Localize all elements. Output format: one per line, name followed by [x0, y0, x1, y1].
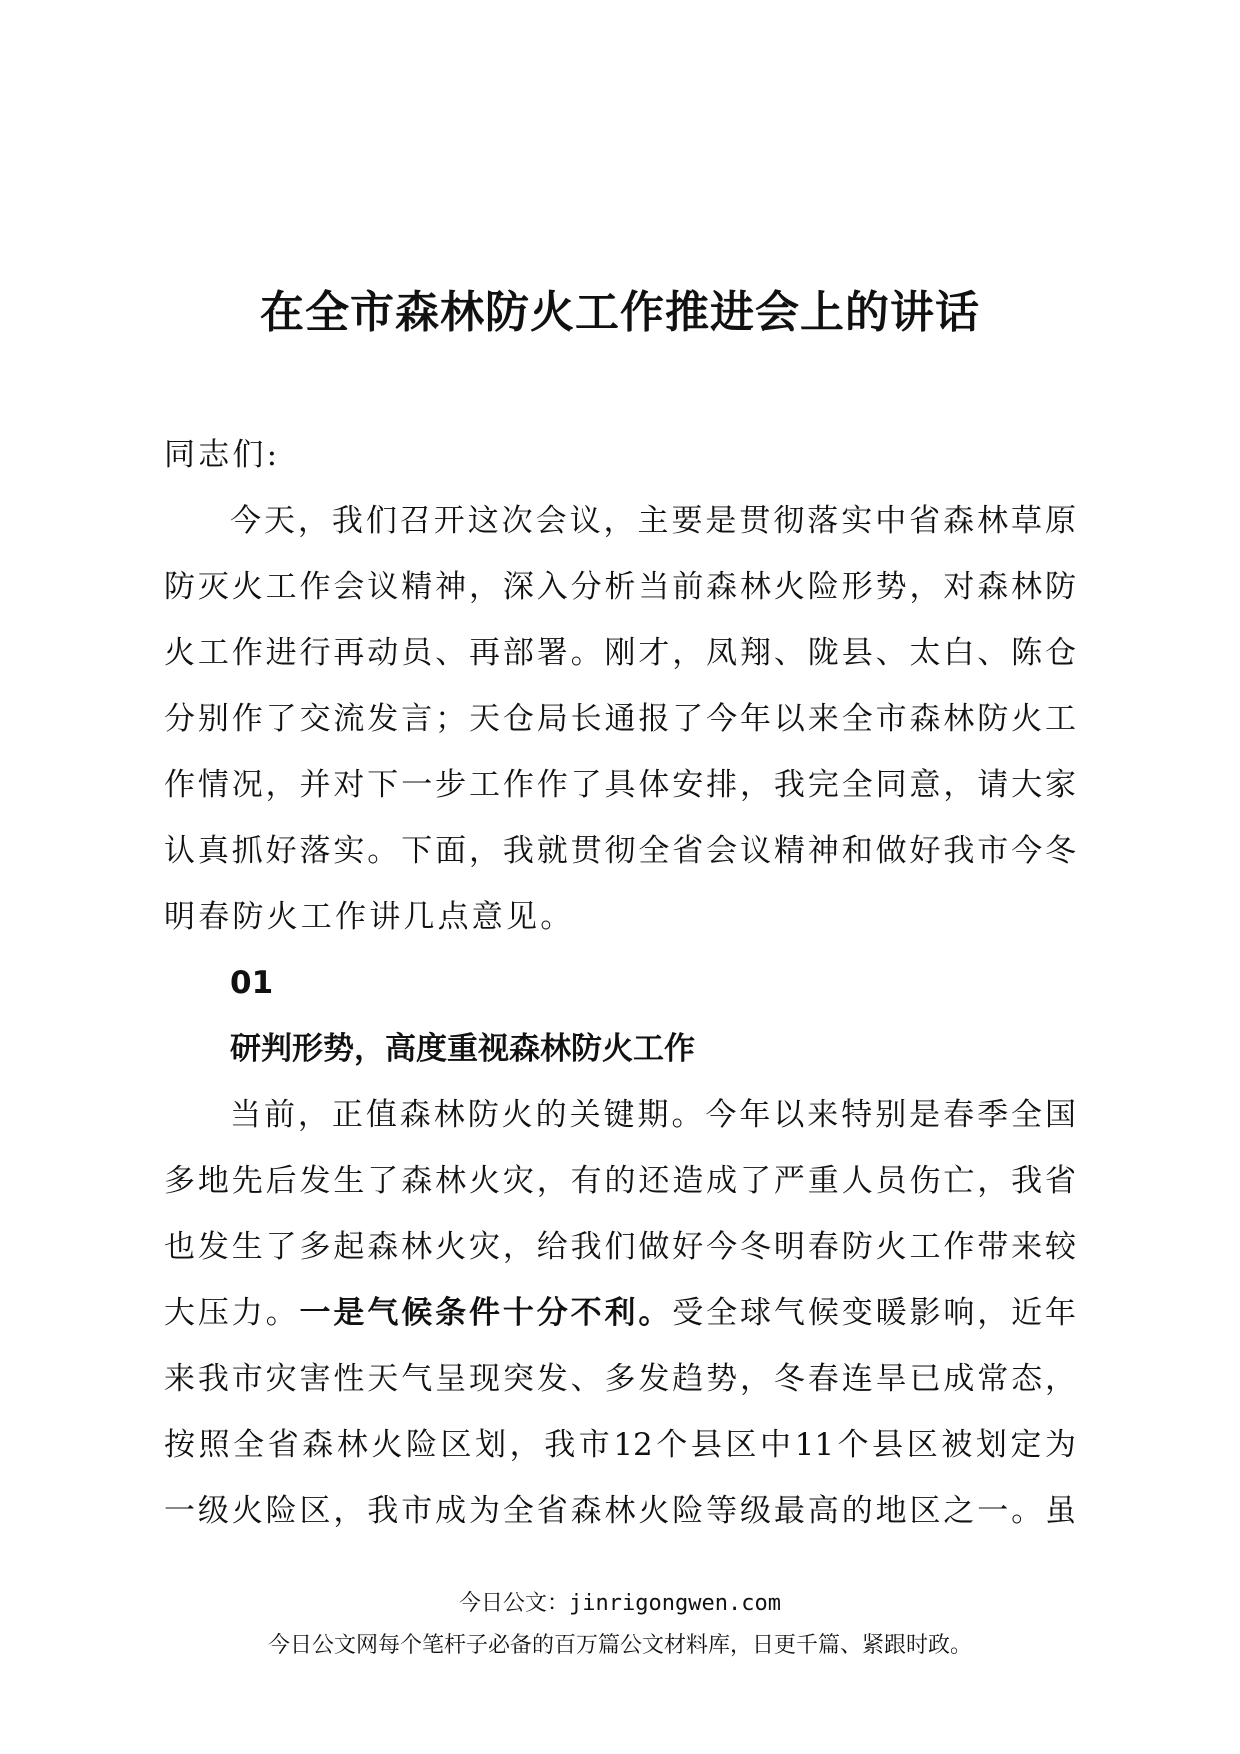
section-heading: 研判形势，高度重视森林防火工作 [230, 1031, 695, 1067]
text-run: 受全球气候变暖影响，近年 [672, 1295, 1077, 1331]
paragraph-line-with-emphasis [164, 1280, 1076, 1346]
footer-slogan: 今日公文网每个笔杆子必备的百万篇公文材料库，日更千篇、紧跟时政。 [267, 1633, 972, 1658]
emphasis-text: 一是气候条件十分不利。 [299, 1295, 673, 1331]
salutation: 同志们: [164, 437, 281, 473]
document-title: 在全市森林防火工作推进会上的讲话 [260, 287, 980, 338]
paragraph-line: 作情况，并对下一步工作作了具体安排，我完全同意，请大家 [164, 767, 1076, 803]
paragraph-line: 按照全省森林火险区划，我市12个县区中11个县区被划定为 [164, 1427, 1076, 1463]
document-body [164, 422, 1076, 1544]
footer-site-line [0, 1586, 1240, 1617]
footer-site-link[interactable]: jinrigongwen.com [569, 1591, 781, 1616]
paragraph-line: 一级火险区，我市成为全省森林火险等级最高的地区之一。虽 [164, 1493, 1076, 1529]
footer-label: 今日公文： [459, 1591, 570, 1616]
paragraph-line: 也发生了多起森林火灾，给我们做好今冬明春防火工作带来较 [164, 1229, 1076, 1265]
section-number: 01 [230, 965, 274, 1001]
paragraph-line: 多地先后发生了森林火灾，有的还造成了严重人员伤亡，我省 [164, 1163, 1076, 1199]
paragraph-line: 分别作了交流发言；天仓局长通报了今年以来全市森林防火工 [164, 701, 1076, 737]
paragraph-line: 防灭火工作会议精神，深入分析当前森林火险形势，对森林防 [164, 569, 1076, 605]
paragraph-line: 火工作进行再动员、再部署。刚才，凤翔、陇县、太白、陈仓 [164, 635, 1076, 671]
text-run: 大压力。 [164, 1295, 300, 1331]
paragraph-line: 明春防火工作讲几点意见。 [164, 899, 575, 935]
paragraph-line: 来我市灾害性天气呈现突发、多发趋势，冬春连旱已成常态， [164, 1361, 1076, 1397]
paragraph-line: 今天，我们召开这次会议，主要是贯彻落实中省森林草原 [230, 503, 1076, 539]
paragraph-line: 当前，正值森林防火的关键期。今年以来特别是春季全国 [230, 1097, 1076, 1133]
paragraph-line: 认真抓好落实。下面，我就贯彻全省会议精神和做好我市今冬 [164, 833, 1076, 869]
